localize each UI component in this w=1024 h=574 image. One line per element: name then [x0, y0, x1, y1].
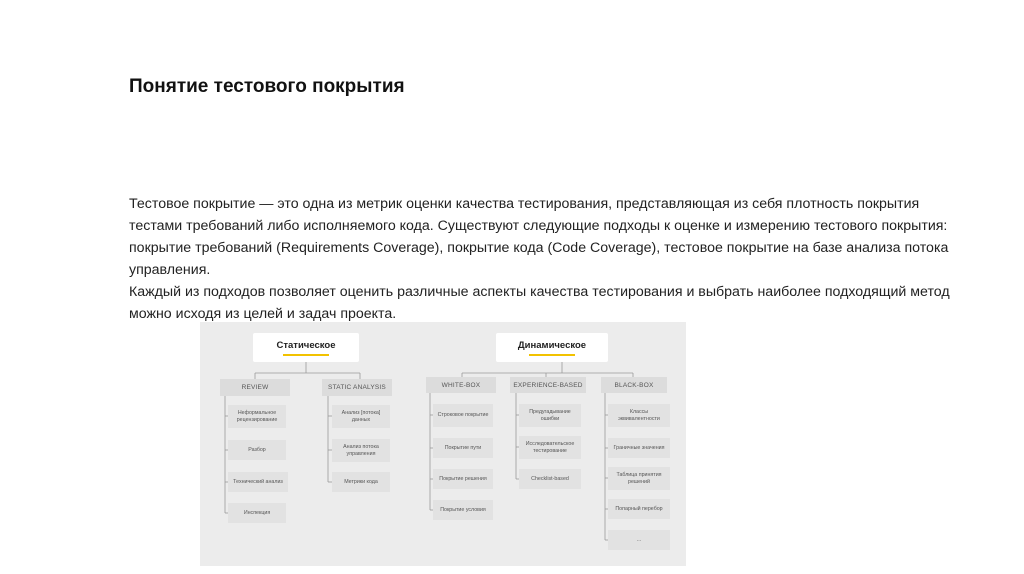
leaf-path-coverage: Покрытие пути: [433, 438, 493, 458]
leaf-more: ...: [608, 530, 670, 550]
group-static-analysis: STATIC ANALYSIS: [322, 379, 392, 396]
leaf-code-metrics: Метрики кода: [332, 472, 390, 492]
leaf-checklist-based: Checklist-based: [519, 469, 581, 489]
slide-title: Понятие тестового покрытия: [129, 76, 405, 97]
leaf-data-flow-analysis: Анализ [потока] данных: [332, 405, 390, 428]
group-black-box: BLACK-BOX: [601, 377, 667, 393]
leaf-decision-coverage: Покрытие решения: [433, 469, 493, 489]
leaf-pairwise: Попарный перебор: [608, 499, 670, 519]
leaf-error-guessing: Предугадывание ошибки: [519, 404, 581, 427]
leaf-statement-coverage: Строковое покрытие: [433, 404, 493, 427]
intro-paragraph: Тестовое покрытие — это одна из метрик оценки качества тестирования, представляющая из себя плотность покрытия тестами требований либо исполняемого кода. Существуют следующие подходы к оценке и измерению тестового покрытия: покрытие требований (Requirements Coverage), покрытие кода (Code Coverage), тестовое покрытие на базе анализа потока управления.: [129, 196, 949, 278]
group-white-box: WHITE-BOX: [426, 377, 496, 393]
leaf-boundary-values: Граничные значения: [608, 438, 670, 458]
group-review: REVIEW: [220, 379, 290, 396]
group-experience-based: EXPERIENCE-BASED: [510, 377, 586, 393]
leaf-technical-review: Технический анализ: [228, 472, 288, 492]
leaf-equivalence-classes: Классы эквивалентности: [608, 404, 670, 427]
category-dynamic: Динамическое: [496, 333, 608, 362]
leaf-inspection: Инспекция: [228, 503, 286, 523]
testing-types-diagram: [200, 322, 686, 566]
approaches-paragraph: Каждый из подходов позволяет оценить различные аспекты качества тестирования и выбрать наиболее подходящий метод можно исходя из целей и задач проекта.: [129, 284, 950, 322]
leaf-exploratory-testing: Исследовательское тестирование: [519, 436, 581, 459]
leaf-control-flow-analysis: Анализ потока управления: [332, 439, 390, 462]
leaf-condition-coverage: Покрытие условия: [433, 500, 493, 520]
leaf-walkthrough: Разбор: [228, 440, 286, 460]
category-static: Статическое: [253, 333, 359, 362]
leaf-decision-table: Таблица принятия решений: [608, 467, 670, 490]
leaf-informal-review: Неформальное рецензирование: [228, 405, 286, 428]
